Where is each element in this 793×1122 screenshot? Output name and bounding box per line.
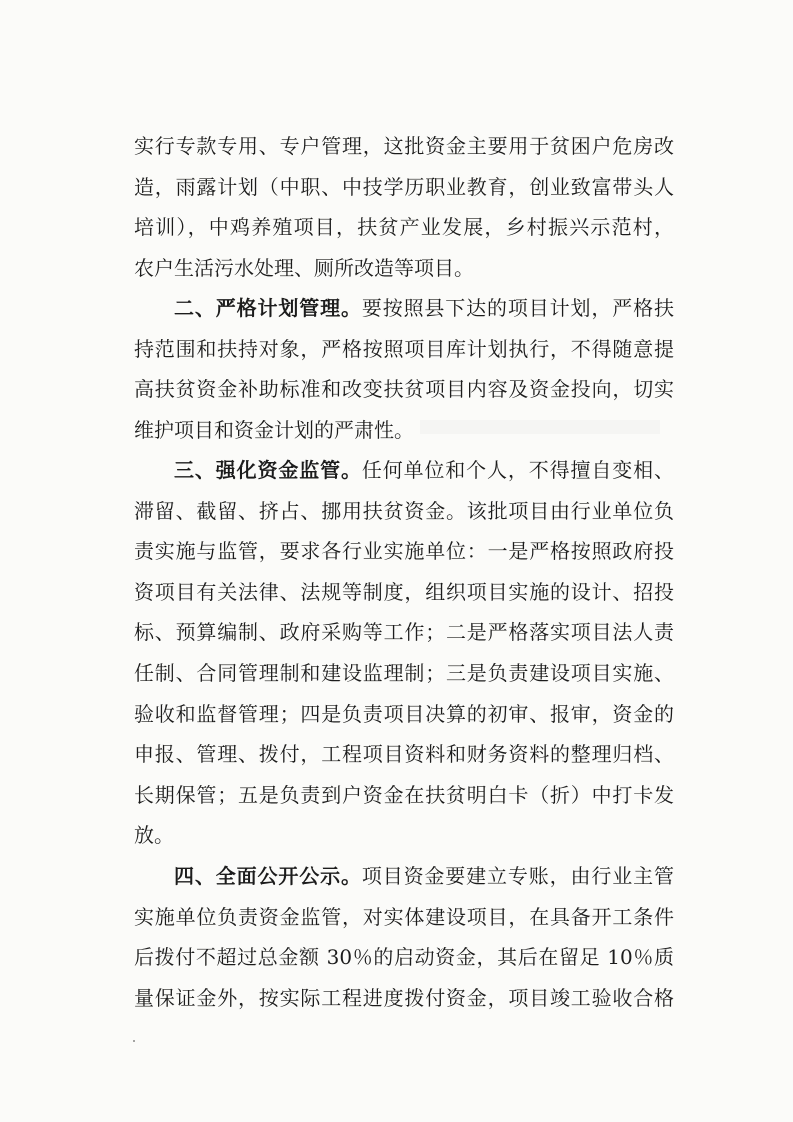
section-heading: 四、全面公开公示。 [174,864,362,888]
text-line: 持范围和扶持对象，严格按照项目库计划执行，不得随意提 [134,336,674,361]
scan-speck [133,1040,135,1042]
text-line: 高扶贫资金补助标准和改变扶贫项目内容及资金投向，切实 [134,377,674,402]
text-line: 责实施与监管，要求各行业实施单位：一是严格按照政府投 [134,539,674,564]
text-line: 后拨付不超过总金额 30％的启动资金，其后在留足 10％质 [134,945,674,970]
text-line: 长期保管；五是负责到户资金在扶贫明白卡（折）中打卡发 [134,782,674,807]
text-line: 滞留、截留、挤占、挪用扶贫资金。该批项目由行业单位负 [134,498,674,523]
paragraph-4 [134,856,674,1018]
text-line: 实施单位负责资金监管，对实体建设项目，在具备开工条件 [134,904,674,929]
paragraph-1 [134,126,674,288]
text-span: 要按照县下达的项目计划，严格扶 [361,296,675,320]
text-line [134,856,674,897]
text-line: 标、预算编制、政府采购等工作；二是严格落实项目法人责 [134,620,674,645]
text-line: 造，雨露计划（中职、中技学历职业教育，创业致富带头人 [134,174,674,199]
text-line: 量保证金外，按实际工程进度拨付资金，项目竣工验收合格 [134,985,674,1010]
text-line: 资项目有关法律、法规等制度，组织项目实施的设计、招投 [134,579,674,604]
text-line: 维护项目和资金计划的严肃性。 [134,417,414,442]
text-line: 放。 [134,823,174,848]
text-span: 项目资金要建立专账，由行业主管 [361,864,675,888]
paragraph-3 [134,450,674,856]
text-line: 培训），中鸡养殖项目，扶贫产业发展，乡村振兴示范村， [134,215,674,240]
text-line [134,288,674,329]
text-line: 农户生活污水处理、厕所改造等项目。 [134,255,474,280]
section-heading: 二、严格计划管理。 [174,296,362,320]
text-span: 任何单位和个人，不得擅自变相、 [361,458,675,482]
text-line: 实行专款专用、专户管理，这批资金主要用于贫困户危房改 [134,134,674,158]
text-line: 验收和监督管理；四是负责项目决算的初审、报审，资金的 [134,701,674,726]
text-line: 任制、合同管理制和建设监理制；三是负责建设项目实施、 [134,660,674,685]
scan-shadow [420,420,660,434]
section-heading: 三、强化资金监管。 [174,458,362,482]
text-line [134,450,674,491]
text-line: 申报、管理、拨付，工程项目资料和财务资料的整理归档、 [134,742,674,767]
